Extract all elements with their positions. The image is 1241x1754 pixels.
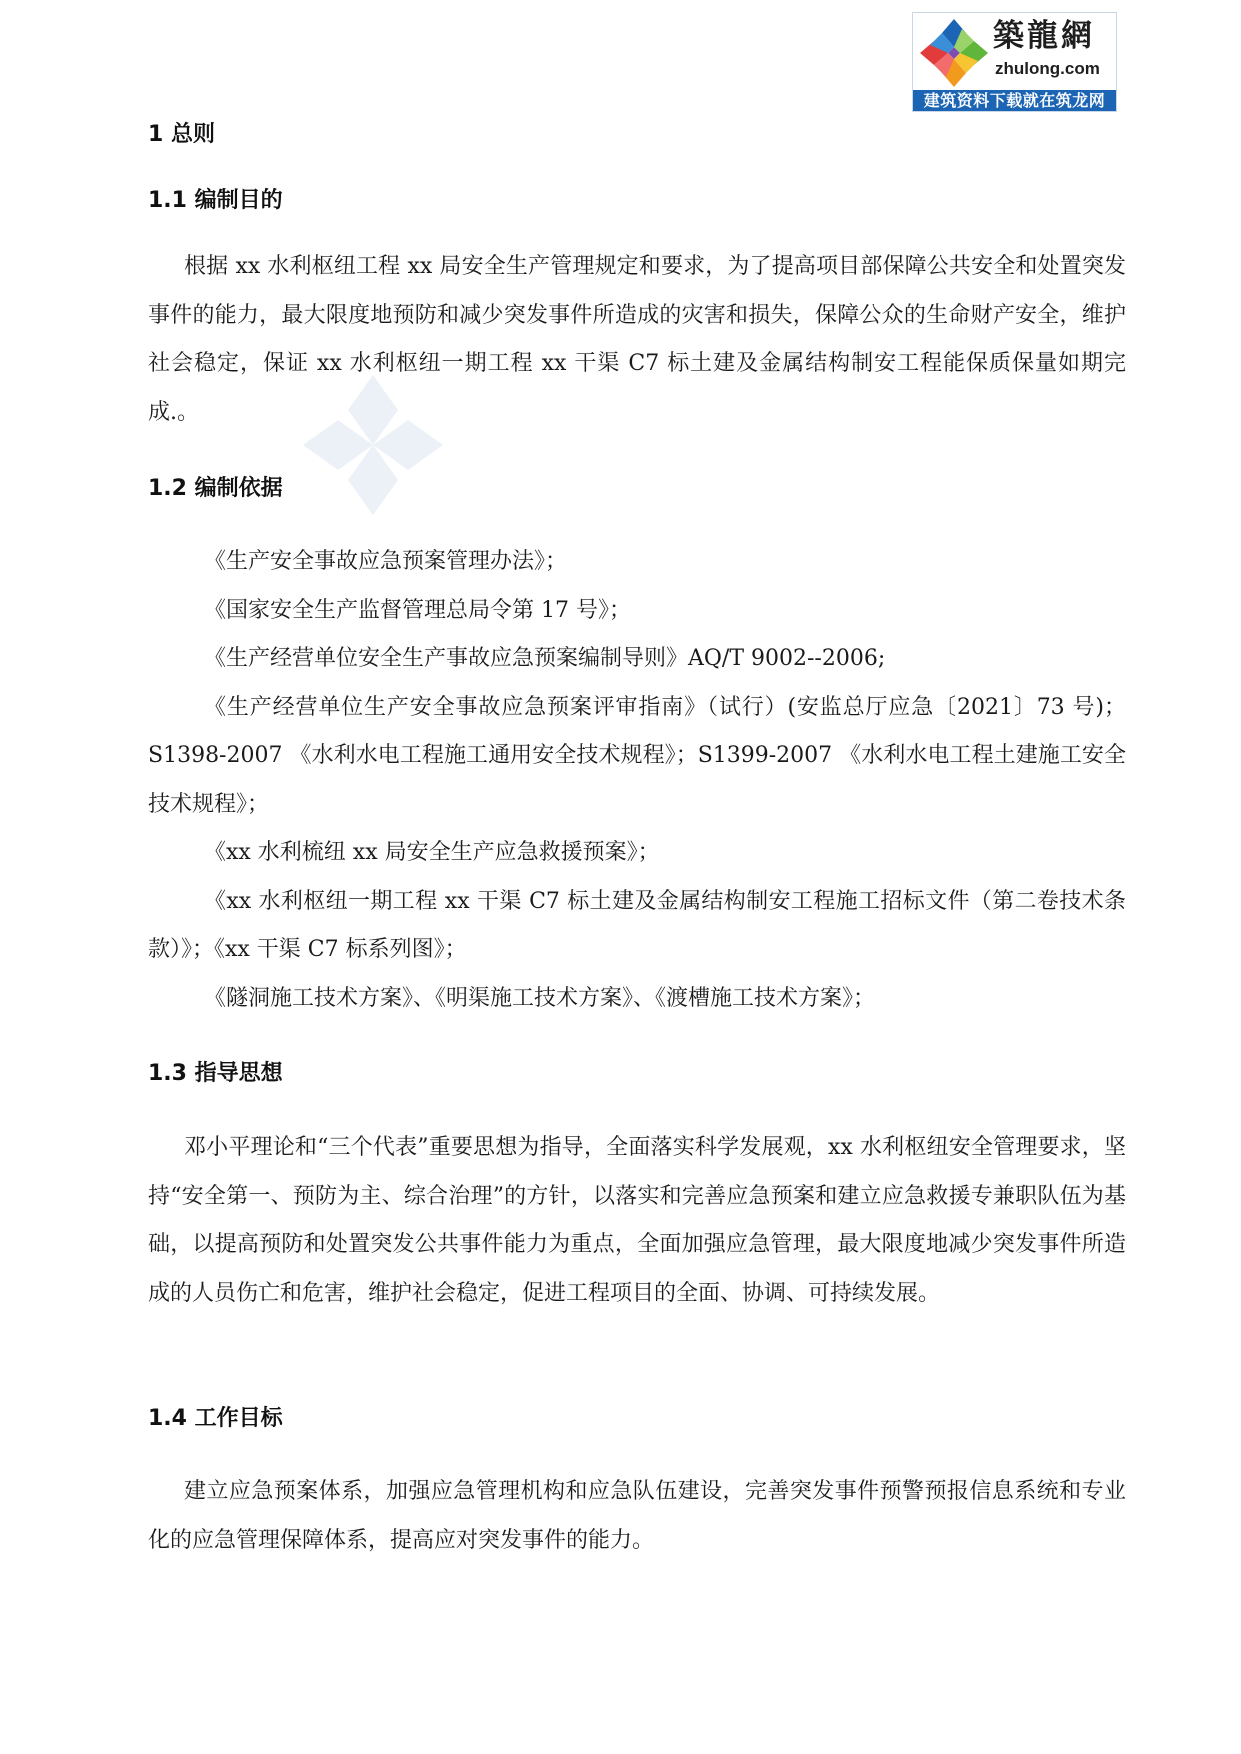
logo-title: 築龍網 <box>993 18 1095 54</box>
section-heading-1-2: 1.2 编制依据 <box>148 476 283 501</box>
reference-item: 《隧洞施工技术方案》、《明渠施工技术方案》、《渡槽施工技术方案》； <box>204 985 876 1011</box>
reference-item: 《生产经营单位安全生产事故应急预案编制导则》AQ/T 9002--2006; <box>204 646 886 671</box>
section-heading-1-4: 1.4 工作目标 <box>148 1406 283 1431</box>
logo-slogan: 建筑资料下载就在筑龙网 <box>913 90 1116 111</box>
zhulong-logo[interactable] <box>912 12 1117 112</box>
reference-item: 《国家安全生产监督管理总局令第 17 号》； <box>204 597 631 623</box>
reference-item: 《生产经营单位生产安全事故应急预案评审指南》（试行）(安监总厅应急〔2021〕73 号)；S1398-2007 《水利水电工程施工通用安全技术规程》；S1399-2007 《水利水电工程土建施工安全技术规程》； <box>148 694 1126 817</box>
pinwheel-logo-icon <box>916 15 992 91</box>
section-heading-1-1: 1.1 编制目的 <box>148 188 283 213</box>
guiding-principle-paragraph: 邓小平理论和“三个代表”重要思想为指导，全面落实科学发展观，xx 水利枢纽安全管理要求，坚持“安全第一、预防为主、综合治理”的方针，以落实和完善应急预案和建立应急救援专兼职队伍为基础，以提高预防和处置突发公共事件能力为重点，全面加强应急管理，最大限度地减少突发事件所造成的人员伤亡和危害，维护社会稳定，促进工程项目的全面、协调、可持续发展。 <box>148 1135 1126 1306</box>
reference-item: 《xx 水利梳纽 xx 局安全生产应急救援预案》； <box>204 840 660 865</box>
purpose-paragraph: 根据 xx 水利枢纽工程 xx 局安全生产管理规定和要求，为了提高项目部保障公共安全和处置突发事件的能力，最大限度地预防和减少突发事件所造成的灾害和损失，保障公众的生命财产安全，维护社会稳定，保证 xx 水利枢纽一期工程 xx 干渠 C7 标土建及金属结构制安工程能保质保量如期完成.。 <box>148 254 1126 425</box>
chapter-heading: 1 总则 <box>148 122 215 147</box>
reference-item: 《生产安全事故应急预案管理办法》； <box>204 549 568 574</box>
reference-item: 《xx 水利枢纽一期工程 xx 干渠 C7 标土建及金属结构制安工程施工招标文件（第二卷技术条款）》；《xx 干渠 C7 标系列图》； <box>148 888 1126 962</box>
work-goal-paragraph: 建立应急预案体系，加强应急管理机构和应急队伍建设，完善突发事件预警预报信息系统和专业化的应急管理保障体系，提高应对突发事件的能力。 <box>148 1479 1126 1553</box>
reference-list <box>148 538 1126 1023</box>
section-heading-1-3: 1.3 指导思想 <box>148 1061 283 1086</box>
logo-domain: zhulong.com <box>995 59 1100 78</box>
